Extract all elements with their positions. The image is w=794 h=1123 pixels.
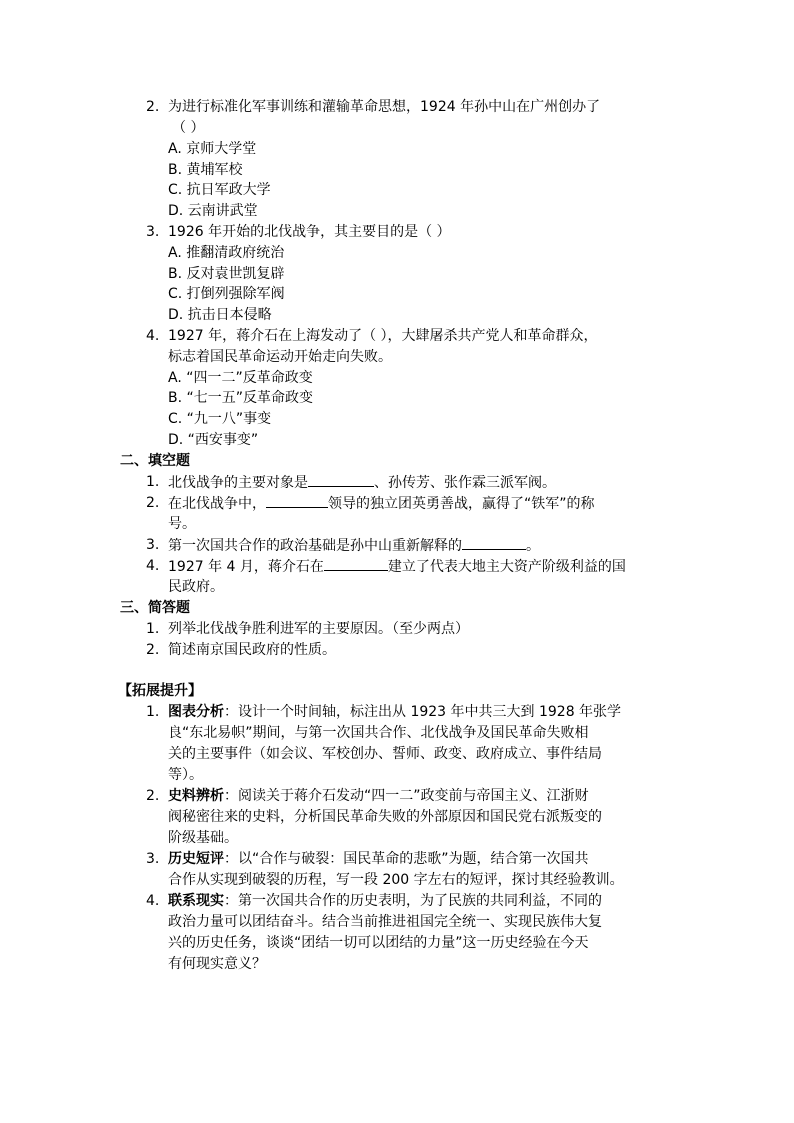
fill-q2-number: 2.	[146, 495, 160, 511]
fill-q1-text	[168, 472, 556, 492]
choice-q2-option-b: B. 黄埔军校	[168, 162, 243, 178]
extend-item-1-number: 1.	[146, 704, 160, 720]
fill-q3-number: 3.	[146, 537, 160, 553]
choice-q2-paren: （ ）	[172, 120, 205, 136]
fill-q2-post: 领导的独立团英勇善战，赢得了“铁军”的称	[328, 496, 595, 512]
extend-item-4-number: 4.	[146, 893, 160, 909]
choice-q3-number: 3.	[146, 224, 160, 240]
extend-section-heading: 【拓展提升】	[118, 683, 202, 699]
fill-section-heading: 二、填空题	[120, 453, 190, 469]
fill-q4-post: 建立了代表大地主大资产阶级利益的国	[387, 559, 626, 575]
fill-q2-pre: 在北伐战争中，	[168, 496, 266, 512]
choice-q2-number: 2.	[146, 99, 160, 115]
extend-item-1-label: 图表分析	[168, 704, 224, 720]
choice-q3-option-b: B. 反对袁世凯复辟	[168, 266, 285, 282]
extend-item-2-label: 史料辨析	[168, 788, 224, 804]
fill-q2-text-line2: 号。	[168, 516, 196, 532]
short-section-heading: 三、简答题	[120, 600, 190, 616]
choice-q4-option-a: A. “四一二”反革命政变	[168, 370, 313, 386]
choice-q2-text: 为进行标准化军事训练和灌输革命思想，1924 年孙中山在广州创办了	[168, 99, 601, 115]
choice-q4-option-d: D. “西安事变”	[168, 432, 259, 448]
fill-q3-blank[interactable]	[462, 535, 526, 550]
extend-item-1-text1: ：设计一个时间轴，标注出从 1923 年中共三大到 1928 年张学	[224, 704, 622, 720]
extend-item-3-line1	[168, 849, 589, 869]
fill-q3-pre: 第一次国共合作的政治基础是孙中山重新解释的	[168, 538, 462, 554]
extend-item-2-text1: ：阅读关于蒋介石发动“四一二”政变前与帝国主义、江浙财	[224, 788, 589, 804]
choice-q4-option-c: C. “九一八”事变	[168, 411, 272, 427]
extend-item-3-line2: 合作从实现到破裂的历程，写一段 200 字左右的短评，探讨其经验教训。	[168, 872, 624, 888]
extend-item-1-line2: 良“东北易帜”期间，与第一次国共合作、北伐战争及国民革命失败相	[168, 725, 589, 741]
short-q1-text: 列举北伐战争胜利进军的主要原因。（至少两点）	[168, 621, 469, 637]
extend-item-2-line1	[168, 786, 589, 806]
choice-q2-option-c: C. 抗日军政大学	[168, 182, 271, 198]
fill-q4-number: 4.	[146, 558, 160, 574]
fill-q4-text	[168, 556, 626, 576]
extend-item-4-label: 联系现实	[168, 893, 224, 909]
choice-q4-text-line1: 1927 年，蒋介石在上海发动了（ ），大肆屠杀共产党人和革命群众，	[168, 328, 598, 344]
fill-q4-text-line2: 民政府。	[168, 579, 224, 595]
extend-item-1-line1	[168, 702, 621, 722]
choice-q3-text: 1926 年开始的北伐战争，其主要目的是（ ）	[168, 224, 451, 240]
extend-item-1-line3: 关的主要事件（如会议、军校创办、誓师、政变、政府成立、事件结局	[168, 746, 602, 762]
extend-item-4-line2: 政治力量可以团结奋斗。结合当前推进祖国完全统一、实现民族伟大复	[168, 914, 602, 930]
extend-item-4-line1	[168, 891, 602, 911]
choice-q4-number: 4.	[146, 328, 160, 344]
extend-item-2-line2: 阀秘密往来的史料，分析国民革命失败的外部原因和国民党右派叛变的	[168, 809, 602, 825]
fill-q3-text	[168, 535, 540, 555]
choice-q2-option-d: D. 云南讲武堂	[168, 203, 258, 219]
choice-q4-text-line2: 标志着国民革命运动开始走向失败。	[168, 349, 392, 365]
choice-q3-option-c: C. 打倒列强除军阀	[168, 286, 285, 302]
extend-item-4-line3: 兴的历史任务，谈谈“团结一切可以团结的力量”这一历史经验在今天	[168, 935, 589, 951]
extend-item-3-label: 历史短评	[168, 851, 224, 867]
extend-item-3-number: 3.	[146, 851, 160, 867]
fill-q3-post: 。	[526, 538, 540, 554]
fill-q4-blank[interactable]	[324, 556, 388, 571]
short-q2-text: 简述南京国民政府的性质。	[168, 642, 336, 658]
choice-q2-option-a: A. 京师大学堂	[168, 141, 257, 157]
extend-item-4-text1: ：第一次国共合作的历史表明，为了民族的共同利益，不同的	[224, 893, 602, 909]
extend-item-2-line3: 阶级基础。	[168, 830, 238, 846]
fill-q1-number: 1.	[146, 474, 160, 490]
fill-q2-text	[168, 493, 595, 513]
extend-item-2-number: 2.	[146, 788, 160, 804]
choice-q3-option-d: D. 抗击日本侵略	[168, 307, 272, 323]
short-q1-number: 1.	[146, 621, 160, 637]
extend-item-4-line4: 有何现实意义？	[168, 956, 266, 972]
fill-q4-pre: 1927 年 4 月，蒋介石在	[168, 559, 324, 575]
extend-item-3-text1: ：以“合作与破裂：国民革命的悲歌”为题，结合第一次国共	[224, 851, 589, 867]
fill-q1-blank[interactable]	[308, 472, 374, 487]
fill-q1-pre: 北伐战争的主要对象是	[168, 475, 308, 491]
short-q2-number: 2.	[146, 642, 160, 658]
extend-item-1-line4: 等）。	[168, 767, 203, 783]
fill-q1-post: 、孙传芳、张作霖三派军阀。	[374, 475, 556, 491]
choice-q4-option-b: B. “七一五”反革命政变	[168, 390, 314, 406]
choice-q3-option-a: A. 推翻清政府统治	[168, 245, 285, 261]
fill-q2-blank[interactable]	[266, 493, 328, 508]
